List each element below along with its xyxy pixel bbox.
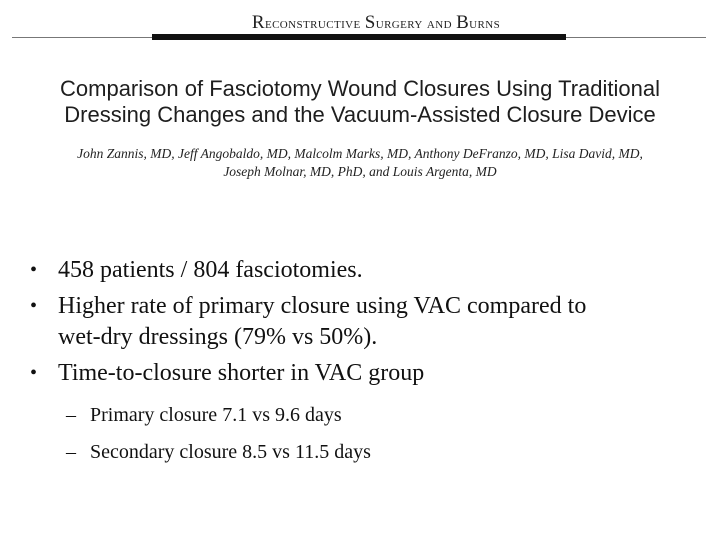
bullet-list xyxy=(30,255,710,394)
journal-title: Reconstructive Surgery and Burns xyxy=(251,12,501,33)
bullet-item-patients: • 458 patients / 804 fasciotomies. xyxy=(30,255,710,286)
bullet-item-primary-closure-rate: • Higher rate of primary closure using VAC compared to wet-dry dressings (79% vs 50%). xyxy=(30,293,587,350)
sub-bullet-list xyxy=(66,403,666,477)
bullet-dot: • xyxy=(30,295,38,317)
header-rule-thick xyxy=(152,34,566,40)
bullet-dot: • xyxy=(30,259,38,281)
dash-marker: – xyxy=(66,404,76,426)
bullet-item-time-to-closure: • Time-to-closure shorter in VAC group xyxy=(30,358,710,389)
dash-marker: – xyxy=(66,441,76,463)
bullet-dot: • xyxy=(30,362,38,384)
article-title-line1: Comparison of Fasciotomy Wound Closures Using Traditional xyxy=(60,76,660,101)
author-list xyxy=(0,145,720,181)
article-title-line2: Dressing Changes and the Vacuum-Assisted Closure Device xyxy=(64,102,656,127)
journal-header xyxy=(0,12,720,42)
sub-bullet-secondary-closure: – Secondary closure 8.5 vs 11.5 days xyxy=(66,441,371,463)
sub-bullet-primary-closure: – Primary closure 7.1 vs 9.6 days xyxy=(66,404,342,426)
article-title xyxy=(0,76,720,128)
author-list-line2: Joseph Molnar, MD, PhD, and Louis Argenta, MD xyxy=(223,164,497,179)
author-list-line1: John Zannis, MD, Jeff Angobaldo, MD, Malcolm Marks, MD, Anthony DeFranzo, MD, Lisa David, MD, xyxy=(77,146,643,161)
